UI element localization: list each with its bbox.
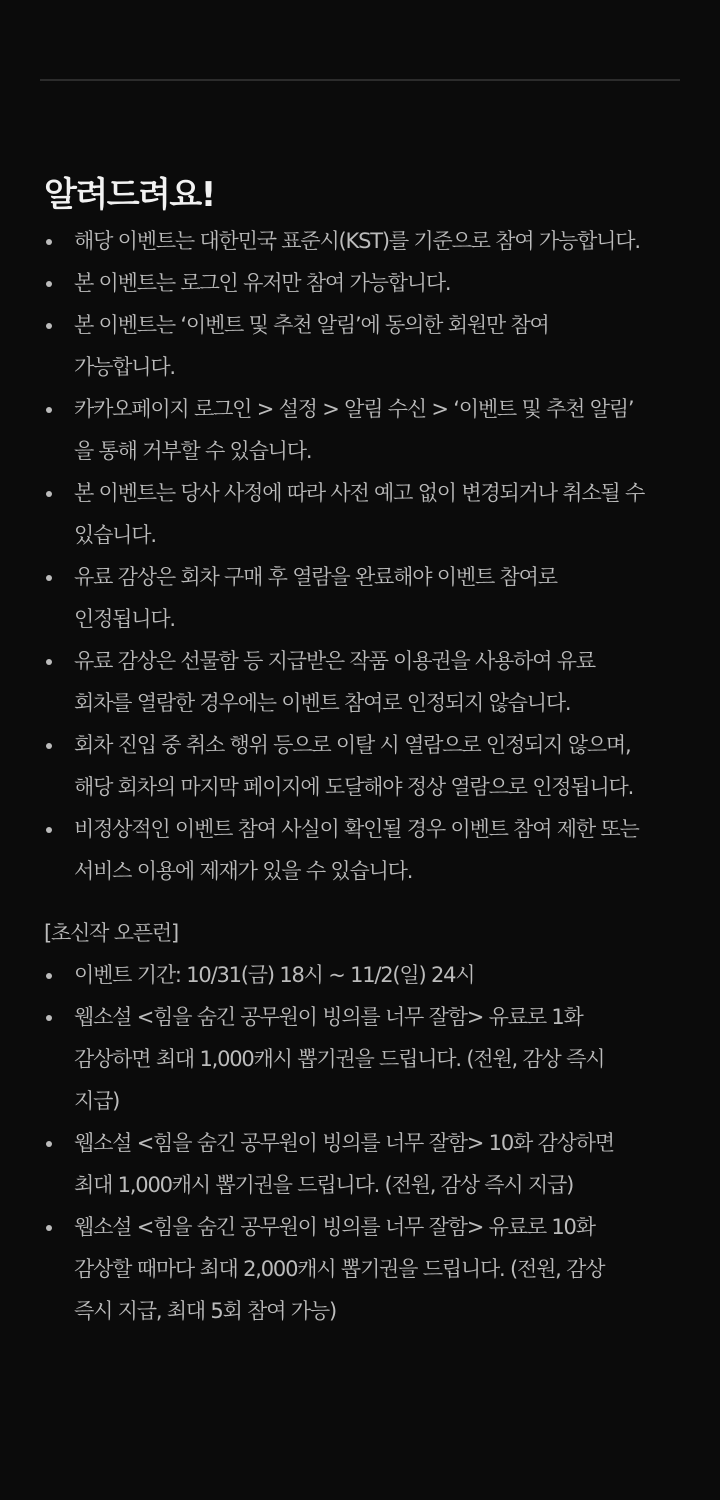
bullet-dot-icon bbox=[46, 491, 52, 497]
notice-item bbox=[44, 262, 684, 304]
bullet-dot-icon bbox=[46, 407, 52, 413]
bullet-dot-icon bbox=[46, 239, 52, 245]
bullet-dot-icon bbox=[46, 659, 52, 665]
notice-item bbox=[44, 220, 684, 262]
bullet-dot-icon bbox=[46, 973, 52, 979]
bullet-dot-icon bbox=[46, 1225, 52, 1231]
notice-item-text: 유료 감상은 선물함 등 지급받은 작품 이용권을 사용하여 유료 회차를 열람한 경우에는 이벤트 참여로 인정되지 않습니다. bbox=[74, 649, 595, 715]
event-detail-item bbox=[44, 1206, 684, 1332]
notice-section bbox=[44, 170, 684, 1332]
notice-item bbox=[44, 640, 684, 724]
event-section-label: [초신작 오픈런] bbox=[44, 921, 178, 945]
event-detail-item bbox=[44, 996, 684, 1122]
notice-item-text: 해당 이벤트는 대한민국 표준시(KST)를 기준으로 참여 가능합니다. bbox=[74, 229, 640, 253]
event-detail-text: 이벤트 기간: 10/31(금) 18시 ~ 11/2(일) 24시 bbox=[74, 963, 475, 987]
bullet-dot-icon bbox=[46, 743, 52, 749]
notice-item-text: 비정상적인 이벤트 참여 사실이 확인될 경우 이벤트 참여 제한 또는 서비스 이용에 제재가 있을 수 있습니다. bbox=[74, 817, 639, 883]
bullet-dot-icon bbox=[46, 575, 52, 581]
notice-item-text: 본 이벤트는 로그인 유저만 참여 가능합니다. bbox=[74, 271, 451, 295]
notice-title: 알려드려요! bbox=[44, 175, 215, 215]
bullet-dot-icon bbox=[46, 281, 52, 287]
notice-item bbox=[44, 304, 684, 388]
notice-item-text: 본 이벤트는 ‘이벤트 및 추천 알림’에 동의한 회원만 참여 가능합니다. bbox=[74, 313, 549, 379]
event-detail-text: 웹소설 <힘을 숨긴 공무원이 빙의를 너무 잘함> 유료로 1화 감상하면 최대 1,000캐시 뽑기권을 드립니다. (전원, 감상 즉시 지급) bbox=[74, 1005, 605, 1113]
bullet-dot-icon bbox=[46, 1015, 52, 1021]
event-detail-list bbox=[44, 954, 684, 1332]
event-detail-text: 웹소설 <힘을 숨긴 공무원이 빙의를 너무 잘함> 10화 감상하면 최대 1,000캐시 뽑기권을 드립니다. (전원, 감상 즉시 지급) bbox=[74, 1131, 614, 1197]
bullet-dot-icon bbox=[46, 1141, 52, 1147]
notice-list bbox=[44, 220, 684, 892]
notice-item bbox=[44, 724, 684, 808]
bullet-dot-icon bbox=[46, 827, 52, 833]
notice-item-text: 카카오페이지 로그인 > 설정 > 알림 수신 > ‘이벤트 및 추천 알림’ 을 통해 거부할 수 있습니다. bbox=[74, 397, 634, 463]
notice-item bbox=[44, 388, 684, 472]
notice-item bbox=[44, 808, 684, 892]
notice-item-text: 회차 진입 중 취소 행위 등으로 이탈 시 열람으로 인정되지 않으며, 해당 회차의 마지막 페이지에 도달해야 정상 열람으로 인정됩니다. bbox=[74, 733, 634, 799]
bullet-dot-icon bbox=[46, 323, 52, 329]
event-detail-item bbox=[44, 954, 684, 996]
notice-item-text: 유료 감상은 회차 구매 후 열람을 완료해야 이벤트 참여로 인정됩니다. bbox=[74, 565, 557, 631]
event-detail-text: 웹소설 <힘을 숨긴 공무원이 빙의를 너무 잘함> 유료로 10화 감상할 때마다 최대 2,000캐시 뽑기권을 드립니다. (전원, 감상 즉시 지급, 최대 5회 참여 가능) bbox=[74, 1215, 605, 1323]
notice-item bbox=[44, 556, 684, 640]
notice-item bbox=[44, 472, 684, 556]
event-detail-item bbox=[44, 1122, 684, 1206]
top-divider bbox=[40, 79, 680, 81]
notice-item-text: 본 이벤트는 당사 사정에 따라 사전 예고 없이 변경되거나 취소될 수 있습니다. bbox=[74, 481, 645, 547]
